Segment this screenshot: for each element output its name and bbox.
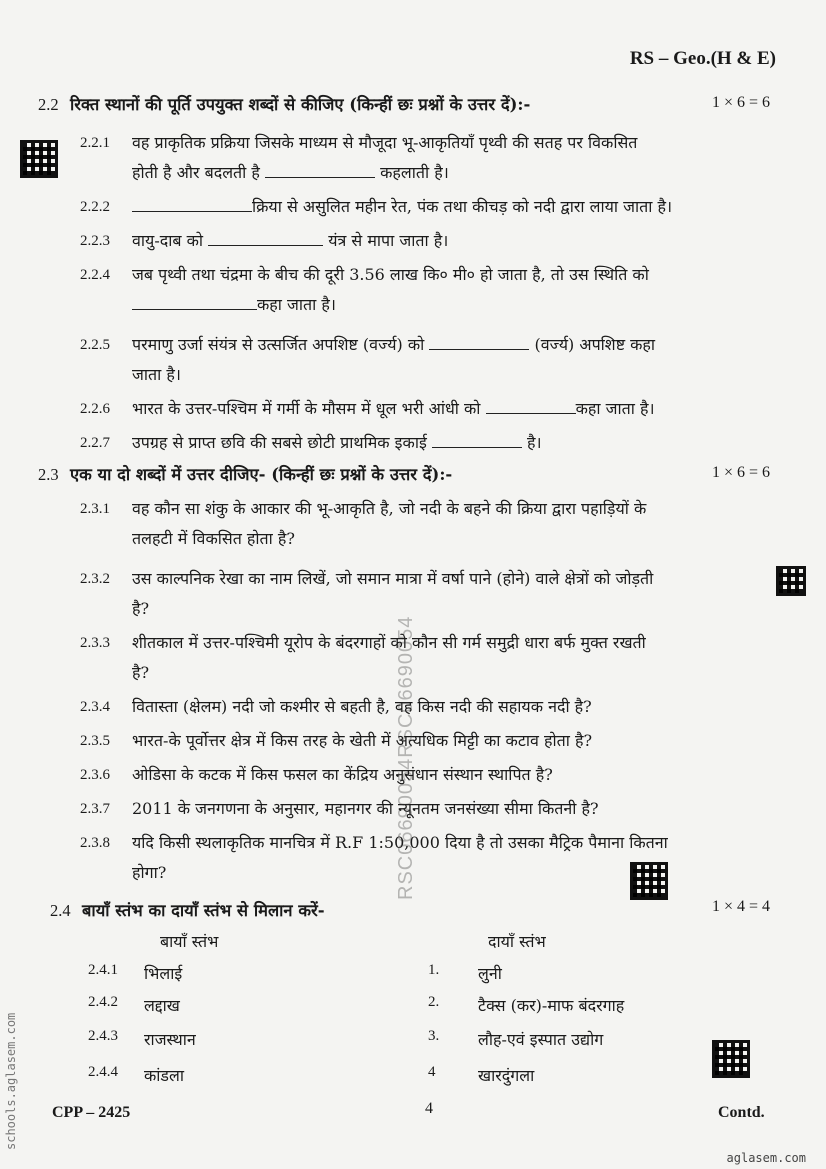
question-2-2-7: 2.2.7 उपग्रह से प्राप्त छवि की सबसे छोटी प्राथमिक इकाई है।: [80, 428, 800, 458]
section-2-3-marks: 1 × 6 = 6: [712, 464, 771, 481]
section-2-4-marks: 1 × 4 = 4: [712, 898, 771, 915]
answer-blank: [132, 193, 252, 212]
question-2-2-5: 2.2.5 परमाणु उर्जा संयंत्र से उत्सर्जित अपशिष्ट (वर्ज्य) को (वर्ज्य) अपशिष्ट कहा जाता है।: [80, 330, 800, 390]
match-row: 2.4.3 राजस्थान 3. लौह-एवं इस्पात उद्योग: [88, 1028, 604, 1049]
question-2-2-4: 2.2.4 जब पृथ्वी तथा चंद्रमा के बीच की दूरी 3.56 लाख कि० मी० हो जाता है, तो उस स्थिति को कहा जाता है।: [80, 265, 649, 314]
side-watermark: schools.aglasem.com: [4, 1012, 18, 1150]
question-2-3-5: 2.3.5 भारत-के पूर्वोत्तर क्षेत्र में किस तरह के खेती में अत्यधिक मिट्टी का कटाव होता है?: [80, 731, 593, 750]
question-2-3-3: 2.3.3 शीतकाल में उत्तर-पश्चिमी यूरोप के बंदरगाहों को कौन सी गर्म समुद्री धारा बर्फ मुक्त रखती है?: [80, 633, 646, 682]
paper-code: RS – Geo.(H & E): [629, 48, 776, 69]
question-2-3-1: 2.3.1 वह कौन सा शंकु के आकार की भू-आकृति है, जो नदी के बहने की क्रिया द्वारा पहाड़ियों के तलहटी में विकसित होता है?: [80, 499, 647, 548]
qr-code-icon: [776, 566, 806, 596]
answer-blank: [486, 395, 576, 414]
answer-blank: [432, 429, 522, 448]
answer-blank: [429, 331, 529, 350]
match-row: 2.4.4 कांडला 4 खारदुंगला: [88, 1064, 535, 1085]
section-2-4-heading: 2.4 बायाँ स्तंभ का दायाँ स्तंभ से मिलान करें-: [50, 901, 325, 920]
page-number: 4: [425, 1100, 433, 1117]
qr-code-icon: [630, 862, 668, 900]
question-2-3-2: 2.3.2 उस काल्पनिक रेखा का नाम लिखें, जो समान मात्रा में वर्षा पाने (होने) वाले क्षेत्रों को जोड़ती है?: [80, 569, 654, 618]
question-2-3-7: 2.3.7 2011 के जनगणना के अनुसार, महानगर की न्यूनतम जनसंख्या सीमा कितनी है?: [80, 799, 599, 818]
question-2-3-6: 2.3.6 ओडिसा के कटक में किस फसल का केंद्रिय अनुसंधान संस्थान स्थापित है?: [80, 765, 553, 784]
question-2-3-8: 2.3.8 यदि किसी स्थलाकृतिक मानचित्र में R.F 1:50,000 दिया है तो उसका मैट्रिक पैमाना कितना होगा?: [80, 833, 668, 882]
answer-blank: [265, 159, 375, 178]
right-column-header: दायाँ स्तंभ: [488, 932, 546, 951]
left-column-header: बायाँ स्तंभ: [160, 932, 219, 951]
match-row: 2.4.2 लद्दाख 2. टैक्स (कर)-माफ बंदरगाह: [88, 994, 625, 1015]
answer-blank: [208, 227, 323, 246]
contd-label: Contd.: [718, 1104, 765, 1121]
question-2-3-4: 2.3.4 वितास्ता (क्षेलम) नदी जो कश्मीर से बहती है, वह किस नदी की सहायक नदी है?: [80, 697, 592, 716]
diagonal-watermark: RSC06690054RSC06690054: [395, 615, 417, 900]
qr-code-icon: [20, 140, 58, 178]
section-2-2-marks: 1 × 6 = 6: [712, 94, 771, 111]
answer-blank: [132, 291, 257, 310]
question-2-2-3: 2.2.3 वायु-दाब को यंत्र से मापा जाता है।: [80, 226, 800, 256]
match-row: 2.4.1 भिलाई 1. लुनी: [88, 962, 502, 983]
question-2-2-1: 2.2.1 वह प्राकृतिक प्रक्रिया जिसके माध्यम से मौजूदा भू-आकृतियाँ पृथ्वी की सतह पर विकसित होती है और बदलती है कहलाती है।: [80, 133, 638, 182]
question-2-2-2: 2.2.2 क्रिया से असुलित महीन रेत, पंक तथा कीचड़ को नदी द्वारा लाया जाता है।: [80, 192, 800, 222]
footer-code: CPP – 2425: [52, 1104, 131, 1121]
section-2-2-heading: 2.2 रिक्त स्थानों की पूर्ति उपयुक्त शब्दों से कीजिए (किन्हीं छः प्रश्नों के उत्तर दें):-: [38, 95, 531, 114]
site-watermark: aglasem.com: [726, 1151, 806, 1165]
question-2-2-6: 2.2.6 भारत के उत्तर-पश्चिम में गर्मी के मौसम में धूल भरी आंधी को कहा जाता है।: [80, 394, 800, 424]
qr-code-icon: [712, 1040, 750, 1078]
section-2-3-heading: 2.3 एक या दो शब्दों में उत्तर दीजिए- (किन्हीं छः प्रश्नों के उत्तर दें):-: [38, 465, 453, 484]
